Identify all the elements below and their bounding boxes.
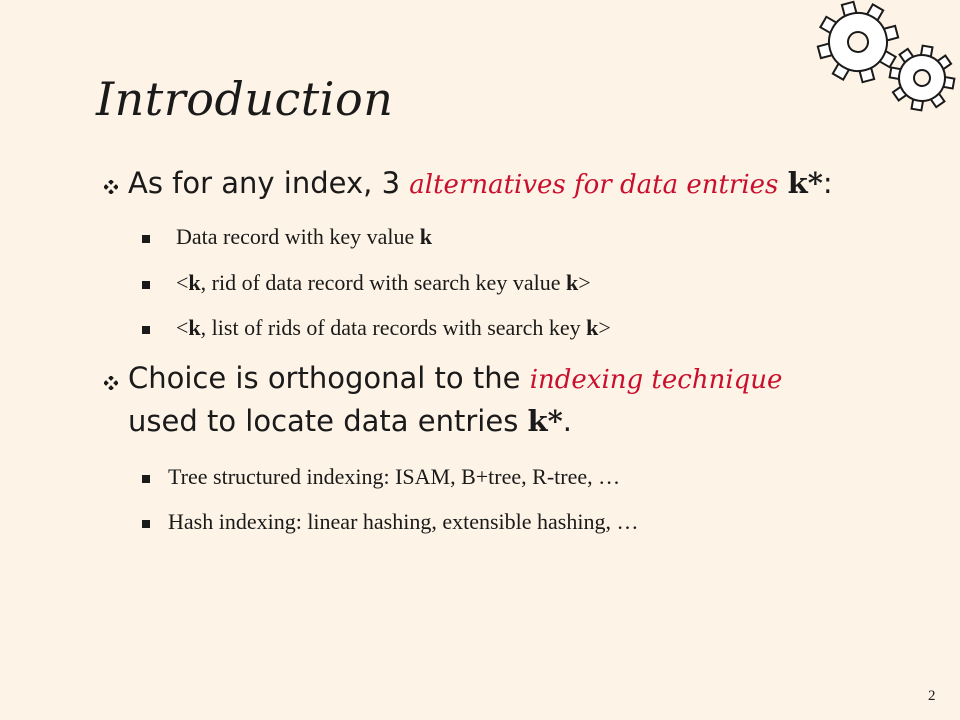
square-bullet-icon [142, 281, 150, 289]
sub-item-tree: Tree structured indexing: ISAM, B+tree, R-tree, … [168, 464, 621, 489]
bullet-2-line-1: Choice is orthogonal to the indexing technique [128, 361, 783, 395]
square-bullet-icon [142, 520, 150, 528]
square-bullet-icon [142, 475, 150, 483]
slide-title: Introduction [96, 72, 394, 126]
gears-icon [800, 0, 960, 115]
diamond-bullet-icon [104, 376, 118, 390]
sub-item-hash: Hash indexing: linear hashing, extensible hashing, … [168, 509, 639, 534]
sub-item-3: <k, list of rids of data records with search key k> [176, 315, 611, 340]
diamond-bullet-icon [104, 180, 118, 194]
square-bullet-icon [142, 326, 150, 334]
sub-item-2: <k, rid of data record with search key value k> [176, 270, 591, 295]
square-bullet-icon [142, 235, 150, 243]
bullet-1-text: As for any index, 3 alternatives for data entries k*: [128, 166, 833, 200]
bullet-2-line-2: used to locate data entries k*. [128, 404, 572, 438]
sub-item-1: Data record with key value k [176, 224, 432, 249]
page-number: 2 [928, 688, 936, 704]
